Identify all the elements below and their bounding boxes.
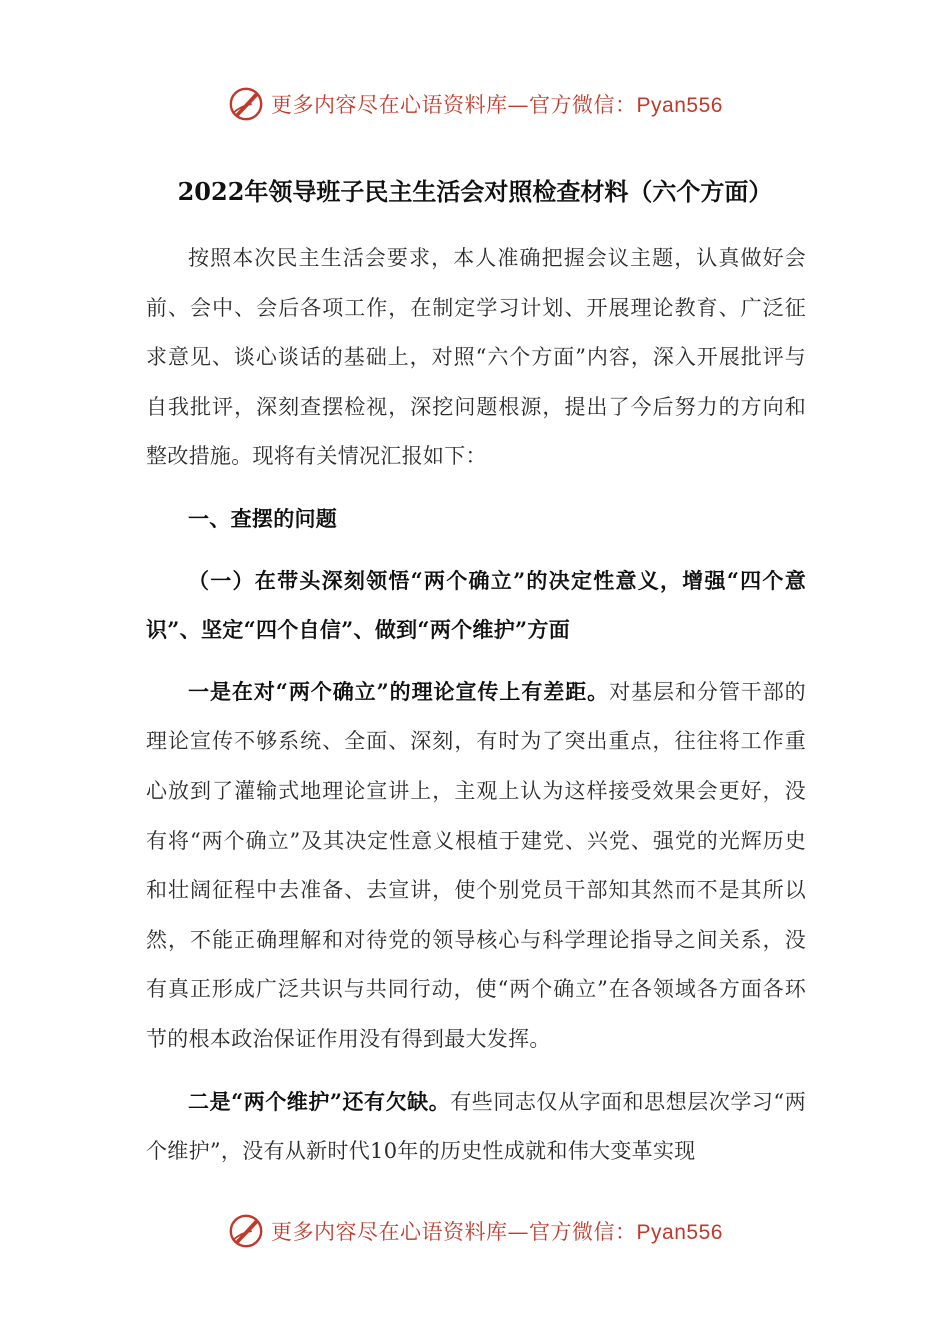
quill-logo-icon	[227, 85, 265, 123]
wechat-id: Pyan556	[636, 94, 723, 117]
item-lead-1: 一是在对“两个确立”的理论宣传上有差距。	[188, 678, 610, 704]
quill-logo-icon	[227, 1212, 265, 1250]
subsection-heading: （一）在带头深刻领悟“两个确立”的决定性意义，增强“四个意识”、坚定“四个自信”、做到“两个维护”方面	[146, 567, 806, 643]
document-title: 2022年领导班子民主生活会对照检查材料（六个方面）	[177, 177, 773, 206]
item-text-1: 对基层和分管干部的理论宣传不够系统、全面、深刻，有时为了突出重点，往往将工作重心放到了灌输式地理论宣讲上，主观上认为这样接受效果会更好，没有将“两个确立”及其决定性意义根植于建党、兴党、强党的光辉历史和壮阔征程中去准备、去宣讲，使个别党员干部知其然而不是其所以然，不能正确理解和对待党的领导核心与科学理论指导之间关系，没有真正形成广泛共识与共同行动，使“两个确立”在各领域各方面各环节的根本政治保证作用没有得到最大发挥。	[146, 679, 806, 1051]
banner-text: 更多内容尽在心语资料库—官方微信：Pyan556	[271, 93, 723, 117]
item-paragraph-2	[146, 1077, 806, 1177]
item-lead-2: 二是“两个维护”还有欠缺。	[188, 1088, 451, 1114]
banner-text: 更多内容尽在心语资料库—官方微信：Pyan556	[271, 1220, 723, 1244]
item-text-2: 有些同志仅从字面和思想层次学习“两个维护”，没有从新时代10年的历史性成就和伟大变革实现	[146, 1089, 806, 1164]
wechat-id: Pyan556	[636, 1221, 723, 1244]
item-paragraph-1	[146, 667, 806, 1065]
header-banner	[0, 84, 950, 124]
section-heading: 一、查摆的问题	[188, 505, 338, 531]
footer-banner	[0, 1211, 950, 1251]
intro-paragraph: 按照本次民主生活会要求，本人准确把握会议主题，认真做好会前、会中、会后各项工作，在制定学习计划、开展理论教育、广泛征求意见、谈心谈话的基础上，对照“六个方面”内容，深入开展批评与自我批评，深刻查摆检视，深挖问题根源，提出了今后努力的方向和整改措施。现将有关情况汇报如下：	[146, 246, 806, 469]
document-body	[146, 234, 806, 1177]
